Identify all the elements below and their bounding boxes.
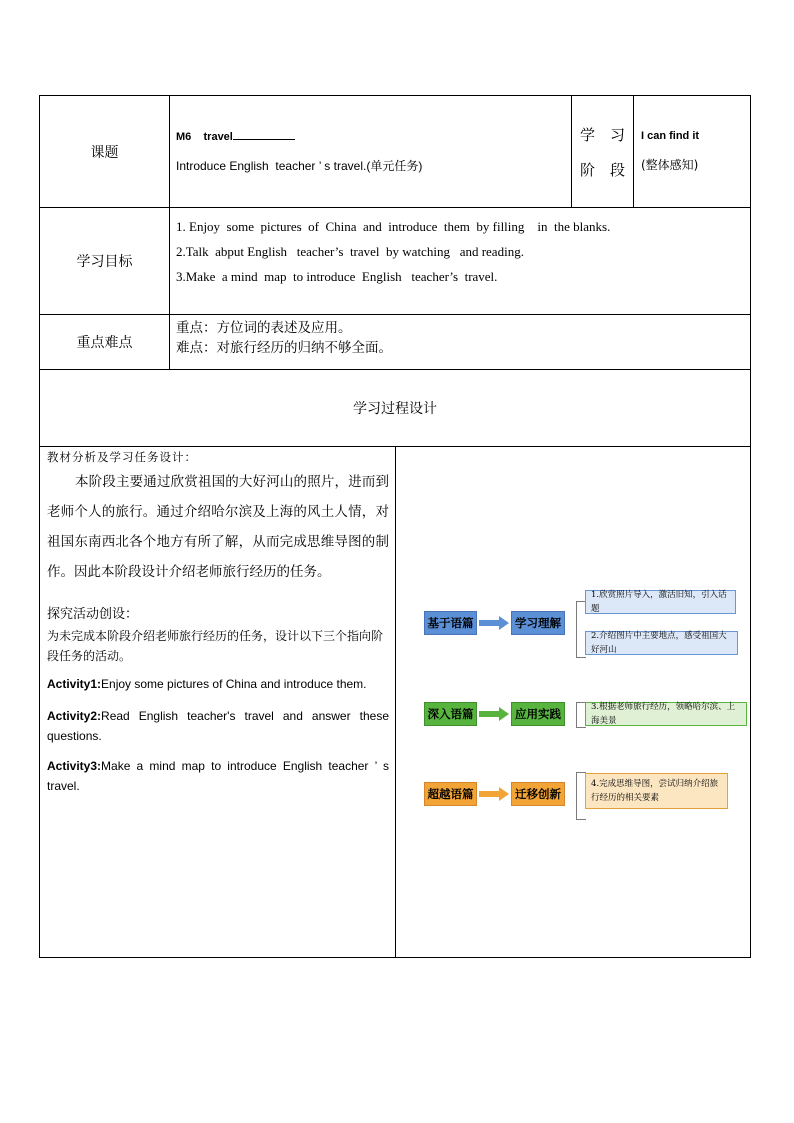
arrow-icon (479, 616, 509, 630)
flow-level-box: 基于语篇 (424, 611, 477, 635)
stage-value (634, 96, 751, 208)
topic-subtitle: Introduce English teacher ’ s travel.(单元任务) (176, 159, 423, 173)
activity-text: Make a mind map to introduce English teacher ’ s travel. (47, 759, 389, 793)
flow-skill-box: 学习理解 (511, 611, 565, 635)
stage-char: 段 (609, 160, 625, 179)
flow-note: 2.介绍图片中主要地点，感受祖国大好河山 (585, 631, 738, 655)
keypoints-row (40, 315, 751, 370)
goal-item: 3.Make a mind map to introduce English teacher’s travel. (176, 269, 498, 284)
analysis-panel (40, 447, 396, 957)
activity-label: Activity3: (47, 759, 102, 773)
flowchart (396, 447, 750, 957)
arrow-icon (479, 787, 509, 801)
topic-title (176, 129, 571, 143)
keypoints-cell (170, 315, 751, 370)
goal-item: 2.Talk abput English teacher’s travel by watching and reading. (176, 244, 524, 259)
goals-list (170, 208, 751, 315)
process-title: 学习过程设计 (40, 370, 751, 447)
flow-skill-box: 迁移创新 (511, 782, 565, 806)
stage-char: 习 (609, 125, 625, 144)
goals-row (40, 208, 751, 315)
stage-label (572, 96, 634, 208)
activity-label: Activity2: (47, 709, 102, 723)
explore-intro: 为未完成本阶段介绍老师旅行经历的任务，设计以下三个指向阶段任务的活动。 (47, 629, 384, 663)
flow-note: 1.欣赏照片导入，激活旧知，引入话题 (585, 590, 736, 614)
flow-note: 3.根据老师旅行经历，领略哈尔滨、上海美景 (585, 702, 747, 726)
activity-label: Activity1: (47, 677, 102, 691)
stage-value-zh: (整体感知) (641, 158, 699, 172)
difficulty-point: 难点：对旅行经历的归纳不够全面。 (176, 340, 392, 356)
topic-label: 课题 (40, 96, 170, 208)
analysis-heading: 教材分析及学习任务设计： (47, 450, 197, 464)
stage-char: 阶 (580, 160, 596, 179)
goals-label: 学习目标 (40, 208, 170, 315)
explore-heading: 探究活动创设： (47, 607, 139, 622)
process-content-row (40, 447, 751, 958)
activity-item (47, 756, 389, 796)
process-content-cell (40, 447, 751, 958)
topic-cell (170, 96, 572, 208)
process-content (40, 447, 750, 957)
header-row (40, 96, 751, 208)
activity-text: Read English teacher's travel and answer these questions. (47, 709, 389, 743)
stage-value-en: I can find it (641, 130, 700, 142)
flow-note: 4.完成思维导图，尝试归纳介绍旅行经历的相关要素 (585, 773, 728, 809)
arrow-icon (479, 707, 509, 721)
stage-char: 学 (580, 125, 596, 144)
flow-skill-box: 应用实践 (511, 702, 565, 726)
goal-item: 1. Enjoy some pictures of China and introduce them by filling in the blanks. (176, 219, 611, 234)
keypoints-label: 重点难点 (40, 315, 170, 370)
key-point: 重点：方位词的表述及应用。 (176, 320, 352, 336)
activity-item (47, 706, 389, 746)
topic-title-text: M6 travel (176, 131, 233, 143)
activity-text: Enjoy some pictures of China and introduce them. (101, 677, 367, 691)
flow-level-box: 深入语篇 (424, 702, 477, 726)
topic-underline (233, 129, 295, 140)
activity-item (47, 674, 389, 694)
analysis-paragraph: 本阶段主要通过欣赏祖国的大好河山的照片，进而到老师个人的旅行。通过介绍哈尔滨及上海的风土人情，对祖国东南西北各个地方有所了解，从而完成思维导图的制作。因此本阶段设计介绍老师旅行经历的任务。 (47, 474, 389, 580)
flow-level-box: 超越语篇 (424, 782, 477, 806)
process-title-row (40, 370, 751, 447)
lesson-plan-table (39, 95, 751, 958)
